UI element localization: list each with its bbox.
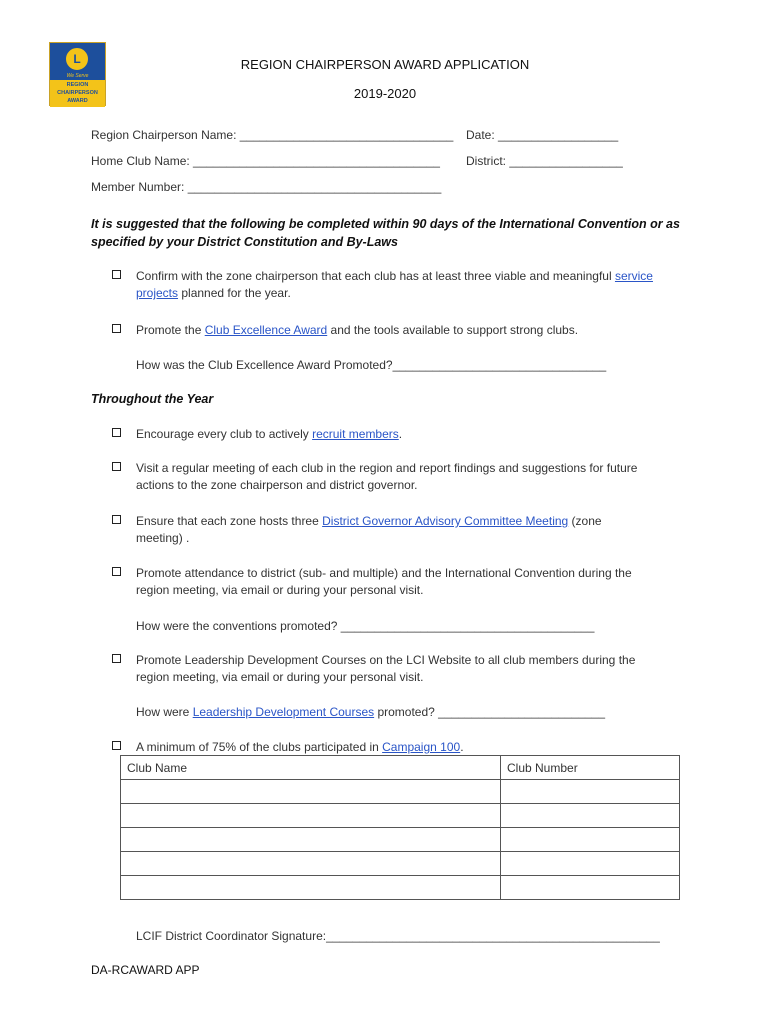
intro-line-2: specified by your District Constitution and By-Laws <box>91 235 398 249</box>
item-8-text <box>136 739 464 756</box>
item-1-part-a: Confirm with the zone chairperson that each club has at least three viable and meaningful <box>136 269 615 283</box>
form-code-footer: DA-RCAWARD APP <box>91 963 200 977</box>
throughout-year-heading: Throughout the Year <box>91 392 214 406</box>
item-1-part-b: planned for the year. <box>178 286 291 300</box>
item-2-text <box>136 322 578 339</box>
table-row <box>121 780 680 804</box>
table-row <box>121 828 680 852</box>
club-excellence-award-link[interactable]: Club Excellence Award <box>204 323 328 337</box>
item-7-line-1: Promote Leadership Development Courses on the LCI Website to all club members during the <box>136 653 636 667</box>
home-club-field[interactable]: Home Club Name: _____________________________________ <box>91 154 440 168</box>
club-name-cell[interactable] <box>121 780 501 804</box>
item-6-line-1: Promote attendance to district (sub- and multiple) and the International Convention during the <box>136 566 632 580</box>
logo-motto: We Serve <box>66 73 89 79</box>
campaign-100-link[interactable]: Campaign 100 <box>382 740 461 754</box>
table-row <box>121 876 680 900</box>
item-3-part-b: . <box>398 427 403 441</box>
col-club-number: Club Number <box>501 756 680 780</box>
item-5-line-2: meeting) . <box>136 531 190 545</box>
logo-line-region: REGION <box>66 82 89 88</box>
date-field[interactable]: Date: __________________ <box>466 128 619 142</box>
club-number-cell[interactable] <box>501 852 680 876</box>
checkbox-item-3[interactable] <box>112 428 121 437</box>
item-2-part-a: Promote the <box>136 323 205 337</box>
page-title: REGION CHAIRPERSON AWARD APPLICATION <box>240 57 530 72</box>
club-name-cell[interactable] <box>121 804 501 828</box>
ldc-question-part-a: How were <box>136 705 193 719</box>
projects-link[interactable]: projects <box>136 286 179 300</box>
club-number-cell[interactable] <box>501 780 680 804</box>
item-8-part-a: A minimum of 75% of the clubs participated in <box>136 740 383 754</box>
checkbox-item-7[interactable] <box>112 654 121 663</box>
checkbox-item-4[interactable] <box>112 462 121 471</box>
club-name-cell[interactable] <box>121 828 501 852</box>
item-5-part-b: (zone <box>568 514 602 528</box>
page-year: 2019-2020 <box>353 86 417 101</box>
item-3-text <box>136 426 402 443</box>
recruit-members-link[interactable]: recruit members <box>312 427 399 441</box>
item-1-text <box>136 268 696 302</box>
checkbox-item-5[interactable] <box>112 515 121 524</box>
club-number-cell[interactable] <box>501 828 680 852</box>
lcif-signature-field[interactable]: LCIF District Coordinator Signature:__________________________________________________ <box>136 929 660 943</box>
col-club-name: Club Name <box>121 756 501 780</box>
clubs-table <box>120 755 680 900</box>
club-excellence-question[interactable]: How was the Club Excellence Award Promoted?________________________________ <box>136 358 607 372</box>
logo-line-award: AWARD <box>67 98 88 104</box>
conventions-question[interactable]: How were the conventions promoted? ______________________________________ <box>136 619 595 633</box>
item-4-line-1: Visit a regular meeting of each club in the region and report findings and suggestions for future <box>136 461 638 475</box>
item-5-text <box>136 513 602 547</box>
club-name-cell[interactable] <box>121 852 501 876</box>
ldc-question[interactable] <box>136 704 605 721</box>
item-4-line-2: actions to the zone chairperson and district governor. <box>136 478 418 492</box>
item-8-part-b: . <box>460 740 464 754</box>
item-6-text <box>136 565 632 599</box>
emblem-letter: L <box>73 52 81 66</box>
logo-line-chairperson: CHAIRPERSON <box>57 90 98 96</box>
checkbox-item-6[interactable] <box>112 567 121 576</box>
dgac-meeting-link[interactable]: District Governor Advisory Committee Meeting <box>322 514 569 528</box>
item-5-part-a: Ensure that each zone hosts three <box>136 514 323 528</box>
checkbox-item-8[interactable] <box>112 741 121 750</box>
item-2-part-b: and the tools available to support strong clubs. <box>327 323 579 337</box>
intro-line-1: It is suggested that the following be completed within 90 days of the International Convention or as <box>91 217 680 231</box>
checkbox-item-1[interactable] <box>112 270 121 279</box>
item-3-part-a: Encourage every club to actively <box>136 427 313 441</box>
member-number-field[interactable]: Member Number: ______________________________________ <box>91 180 442 194</box>
item-4-text <box>136 460 637 494</box>
item-7-line-2: region meeting, via email or during your personal visit. <box>136 670 424 684</box>
leadership-development-courses-link[interactable]: Leadership Development Courses <box>192 705 375 719</box>
district-field[interactable]: District: _________________ <box>466 154 623 168</box>
item-6-line-2: region meeting, via email or during your personal visit. <box>136 583 424 597</box>
club-number-cell[interactable] <box>501 804 680 828</box>
service-link[interactable]: service <box>614 269 653 283</box>
table-header-row <box>121 756 680 780</box>
chairperson-name-field[interactable]: Region Chairperson Name: ________________________________ <box>91 128 454 142</box>
table-row <box>121 804 680 828</box>
checkbox-item-2[interactable] <box>112 324 121 333</box>
table-row <box>121 852 680 876</box>
item-7-text <box>136 652 635 686</box>
club-name-cell[interactable] <box>121 876 501 900</box>
club-number-cell[interactable] <box>501 876 680 900</box>
ldc-question-part-b: promoted? _________________________ <box>374 705 606 719</box>
